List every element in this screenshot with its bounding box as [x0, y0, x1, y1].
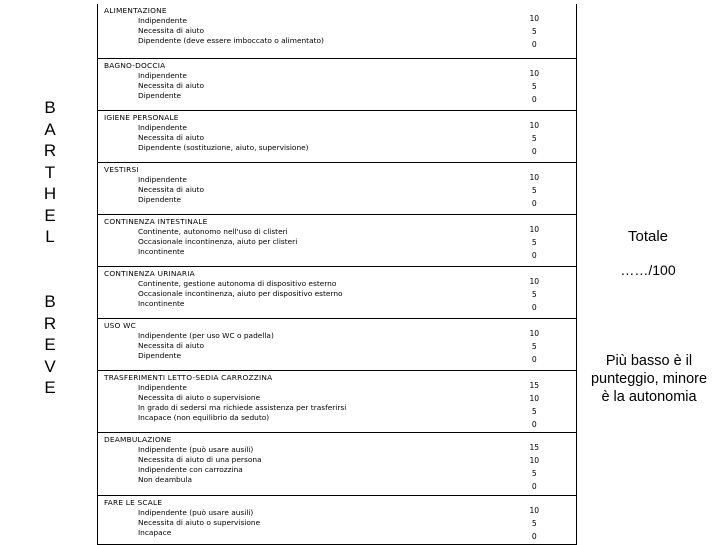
- criterion-item: Continente, autonomo nell'uso di clisteri: [138, 226, 288, 236]
- criterion-item: Occasionale incontinenza, aiuto per dispositivo esterno: [138, 288, 343, 298]
- point-value: 5: [531, 27, 537, 36]
- section-row: [98, 318, 577, 370]
- criterion-item: Incapace (non equilibrio da seduto): [138, 412, 270, 422]
- point-value: 10: [529, 172, 540, 182]
- total-label: Totale: [627, 228, 669, 245]
- criterion-item: Occasionale incontinenza, aiuto per clisteri: [138, 236, 298, 246]
- title-letter: E: [44, 335, 56, 354]
- point-value: 0: [531, 40, 537, 49]
- criterion-item: Necessita di aiuto: [138, 184, 204, 194]
- section-description: [98, 318, 493, 370]
- section-points: [493, 495, 577, 544]
- section-title: DEAMBULAZIONE: [104, 434, 172, 444]
- criterion-item: Necessita di aiuto di una persona: [138, 454, 262, 464]
- point-value: 10: [529, 224, 540, 234]
- section-row: [98, 495, 577, 544]
- title-letter: V: [44, 356, 56, 376]
- section-description: [98, 266, 493, 318]
- section-points: [493, 432, 577, 495]
- section-title: VESTIRSI: [104, 164, 139, 174]
- section-description: [98, 432, 493, 495]
- criterion-item: Incontinente: [138, 246, 185, 256]
- section-points: [493, 318, 577, 370]
- criterion-item: Indipendente: [138, 174, 187, 184]
- title-letter: E: [44, 205, 56, 225]
- title-letter: L: [45, 227, 55, 246]
- criterion-item: Dipendente: [138, 194, 182, 204]
- criterion-item: Indipendente: [138, 122, 187, 132]
- breve-vertical-title: [40, 291, 60, 399]
- section-row: [98, 370, 577, 432]
- point-value: 5: [531, 237, 537, 247]
- criterion-item: Indipendente: [138, 16, 187, 25]
- section-title: IGIENE PERSONALE: [104, 112, 179, 122]
- section-title: CONTINENZA URINARIA: [104, 268, 195, 278]
- title-letter: A: [44, 119, 56, 139]
- point-value: 0: [531, 94, 537, 104]
- point-value: 10: [529, 328, 540, 338]
- criterion-item: Indipendente: [138, 382, 187, 392]
- title-letter: B: [44, 292, 56, 311]
- section-title: FARE LE SCALE: [104, 497, 163, 507]
- section-description: [98, 58, 493, 110]
- criterion-item: Dipendente: [138, 90, 182, 100]
- interpretation-note: Più basso è il punteggio, minore è la autonomia: [590, 353, 708, 405]
- section-points: [493, 4, 577, 58]
- point-value: 10: [529, 393, 540, 403]
- point-value: 10: [529, 68, 540, 78]
- section-title: CONTINENZA INTESTINALE: [104, 216, 208, 226]
- section-points: [493, 162, 577, 214]
- section-points: [493, 214, 577, 266]
- point-value: 10: [529, 120, 540, 130]
- section-row: [98, 266, 577, 318]
- criterion-item: Dipendente: [138, 350, 182, 360]
- section-row: [98, 110, 577, 162]
- section-title: BAGNO-DOCCIA: [104, 60, 166, 70]
- point-value: 5: [531, 468, 537, 478]
- section-title: TRASFERIMENTI LETTO-SEDIA CARROZZINA: [104, 372, 273, 382]
- point-value: 5: [531, 185, 537, 195]
- criterion-item: Necessita di aiuto o supervisione: [138, 392, 261, 402]
- criterion-item: Continente, gestione autonoma di dispositivo esterno: [138, 278, 337, 288]
- section-points: [493, 370, 577, 432]
- section-row: [98, 4, 577, 58]
- barthel-scale-table: [97, 4, 577, 545]
- criterion-item: Dipendente (sostituzione, aiuto, supervisione): [138, 142, 309, 152]
- criterion-item: Incapace: [138, 527, 172, 537]
- section-points: [493, 58, 577, 110]
- title-letter: R: [43, 313, 57, 333]
- section-row: [98, 432, 577, 495]
- criterion-item: Necessita di aiuto o supervisione: [138, 517, 261, 527]
- point-value: 0: [531, 354, 537, 364]
- point-value: 10: [529, 14, 540, 23]
- section-title: USO WC: [104, 320, 136, 330]
- section-description: [98, 162, 493, 214]
- title-letter: H: [43, 184, 57, 203]
- criterion-item: Indipendente (può usare ausili): [138, 507, 254, 517]
- section-points: [493, 110, 577, 162]
- point-value: 0: [531, 302, 537, 312]
- point-value: 5: [531, 81, 537, 91]
- criterion-item: Necessita di aiuto: [138, 132, 204, 142]
- section-description: [98, 4, 493, 58]
- section-title: ALIMENTAZIONE: [104, 6, 167, 15]
- title-letter: E: [44, 378, 56, 397]
- point-value: 0: [531, 146, 537, 156]
- section-description: [98, 370, 493, 432]
- criterion-item: Necessita di aiuto: [138, 340, 204, 350]
- criterion-item: Dipendente (deve essere imboccato o alimentato): [138, 36, 324, 45]
- point-value: 10: [529, 505, 540, 515]
- title-letter: R: [43, 141, 57, 160]
- point-value: 5: [531, 518, 537, 528]
- section-description: [98, 495, 493, 544]
- criterion-item: Indipendente (per uso WC o padella): [138, 330, 274, 340]
- point-value: 0: [531, 531, 537, 541]
- criterion-item: Incontinente: [138, 298, 185, 308]
- section-row: [98, 58, 577, 110]
- point-value: 0: [531, 419, 537, 429]
- criterion-item: Necessita di aiuto: [138, 80, 204, 90]
- total-score-field: ……/100: [620, 262, 676, 278]
- point-value: 5: [531, 289, 537, 299]
- criterion-item: Indipendente (può usare ausili): [138, 444, 254, 454]
- point-value: 10: [529, 455, 540, 465]
- point-value: 5: [531, 406, 537, 416]
- section-description: [98, 214, 493, 266]
- point-value: 10: [529, 276, 540, 286]
- criterion-item: In grado di sedersi ma richiede assistenza per trasferirsi: [138, 402, 347, 412]
- section-row: [98, 214, 577, 266]
- criterion-item: Non deambula: [138, 474, 193, 484]
- point-value: 0: [531, 198, 537, 208]
- point-value: 15: [529, 442, 540, 452]
- section-description: [98, 110, 493, 162]
- point-value: 0: [531, 250, 537, 260]
- section-points: [493, 266, 577, 318]
- point-value: 5: [531, 133, 537, 143]
- barthel-vertical-title: [40, 97, 60, 248]
- section-row: [98, 162, 577, 214]
- title-letter: B: [44, 98, 56, 117]
- criterion-item: Indipendente: [138, 70, 187, 80]
- criterion-item: Necessita di aiuto: [138, 26, 204, 35]
- criterion-item: Indipendente con carrozzina: [138, 464, 243, 474]
- point-value: 5: [531, 341, 537, 351]
- point-value: 0: [531, 481, 537, 491]
- title-letter: T: [44, 162, 56, 182]
- point-value: 15: [529, 380, 540, 390]
